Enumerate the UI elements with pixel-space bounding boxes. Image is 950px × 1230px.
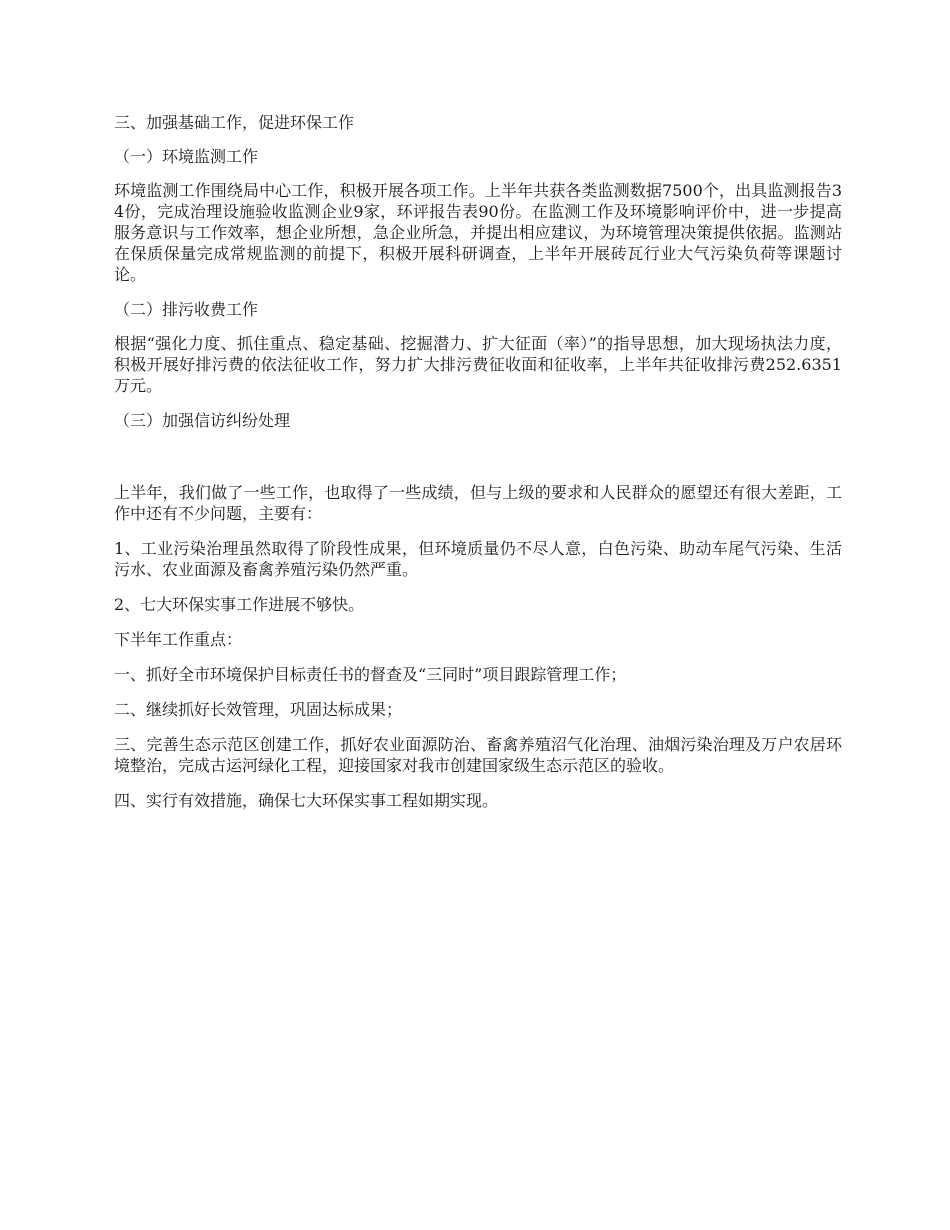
paragraph-monitoring: 环境监测工作围绕局中心工作，积极开展各项工作。上半年共获各类监测数据7500个，出具监测报告34份，完成治理设施验收监测企业9家，环评报告表90份。在监测工作及环境影响评价中，进一步提高服务意识与工作效率，想企业所想，急企业所急，并提出相应建议，为环境管理决策提供依据。监测站在保质保量完成常规监测的前提下，积极开展科研调查，上半年开展砖瓦行业大气污染负荷等课题讨论。	[114, 181, 842, 284]
next-half-title: 下半年工作重点：	[114, 630, 243, 649]
paragraph-problem-2: 2、七大环保实事工作进展不够快。	[114, 595, 365, 614]
subsection-title-petitions: （三）加强信访纠纷处理	[114, 411, 291, 430]
section-title: 三、加强基础工作，促进环保工作	[114, 113, 355, 132]
blank-gap	[114, 444, 842, 482]
task-4: 四、实行有效措施，确保七大环保实事工程如期实现。	[114, 791, 499, 810]
subsection-title-fees: （二）排污收费工作	[114, 300, 259, 319]
subsection-title-monitoring: （一）环境监测工作	[114, 147, 259, 166]
task-1: 一、抓好全市环境保护目标责任书的督查及“三同时”项目跟踪管理工作；	[114, 665, 627, 684]
task-2: 二、继续抓好长效管理，巩固达标成果；	[114, 700, 403, 719]
document-page	[114, 112, 842, 825]
task-3: 三、完善生态示范区创建工作，抓好农业面源防治、畜禽养殖沼气化治理、油烟污染治理及万户农居环境整治，完成古运河绿化工程，迎接国家对我市创建国家级生态示范区的验收。	[114, 735, 842, 775]
paragraph-summary: 上半年，我们做了一些工作，也取得了一些成绩，但与上级的要求和人民群众的愿望还有很大差距，工作中还有不少问题，主要有：	[114, 483, 842, 523]
paragraph-fees: 根据“强化力度、抓住重点、稳定基础、挖掘潜力、扩大征面（率）”的指导思想，加大现场执法力度，积极开展好排污费的依法征收工作，努力扩大排污费征收面和征收率，上半年共征收排污费252.6351万元。	[114, 334, 842, 395]
paragraph-problem-1: 1、工业污染治理虽然取得了阶段性成果，但环境质量仍不尽人意，白色污染、助动车尾气污染、生活污水、农业面源及畜禽养殖污染仍然严重。	[114, 539, 842, 579]
